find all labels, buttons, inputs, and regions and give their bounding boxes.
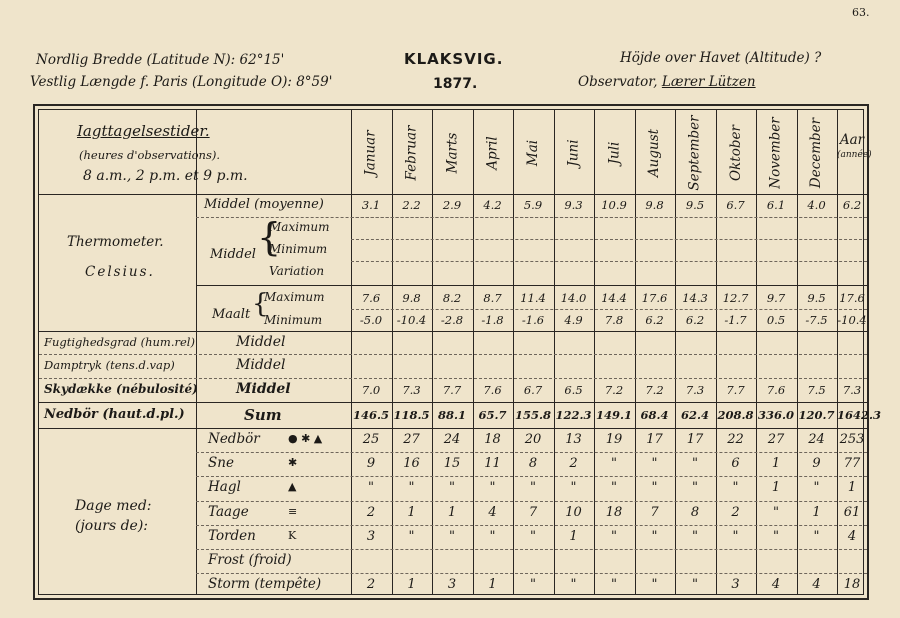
page-number: 63. xyxy=(852,6,870,19)
grid-row-line xyxy=(39,378,867,379)
precip-value: 155.8 xyxy=(514,407,551,422)
day-count-value: 27 xyxy=(403,432,420,447)
day-count-value: " xyxy=(489,528,496,544)
day-row-label: Frost (froid) xyxy=(208,552,292,568)
day-count-value: " xyxy=(692,456,698,472)
day-count-value: 2 xyxy=(366,504,376,520)
day-count-value: " xyxy=(530,528,536,544)
brace-icon: { xyxy=(257,215,282,259)
mean-value: 2.9 xyxy=(442,198,462,212)
abs_max-value: 7.6 xyxy=(361,290,381,305)
precip-value: 88.1 xyxy=(437,407,466,422)
day-row-label: Taage xyxy=(208,503,249,520)
brace-icon: { xyxy=(252,289,269,319)
cloud-value: 6.7 xyxy=(523,382,543,397)
day-count-value: " xyxy=(651,528,658,544)
day-count-value: 27 xyxy=(767,432,785,447)
day-count-value: " xyxy=(773,528,779,544)
cloud-value: 7.3 xyxy=(685,382,705,397)
abs_min-value: -1.7 xyxy=(724,312,747,327)
grid-col-line xyxy=(837,110,838,594)
weather-symbol-icon: ▲ xyxy=(288,480,297,494)
grid-row-line xyxy=(351,261,867,262)
day-count-value: 17 xyxy=(686,432,704,447)
weather-symbol-icon: ✱ xyxy=(288,456,298,470)
day-count-value: 22 xyxy=(727,432,744,447)
mean-value: 3.1 xyxy=(361,198,381,212)
day-row-label: Storm (tempête) xyxy=(208,576,322,593)
mean-value: 4.2 xyxy=(483,198,502,212)
altitude-value: ? xyxy=(814,50,822,66)
day-count-value: 10 xyxy=(565,504,582,520)
month-header xyxy=(594,114,634,192)
day-count-value: 9 xyxy=(366,456,376,472)
humidity-label: Fugtighedsgrad (hum.rel) xyxy=(44,335,195,349)
climate-table-grid xyxy=(38,109,882,595)
day-count-value: " xyxy=(692,528,698,544)
day-count-value: 7 xyxy=(528,504,538,520)
month-header xyxy=(513,114,553,192)
day-count-value: 8 xyxy=(690,504,700,520)
day-count-value: 20 xyxy=(524,432,542,447)
day-count-value: 77 xyxy=(843,456,861,472)
month-header xyxy=(473,114,513,192)
day-count-value: 11 xyxy=(484,456,501,472)
abs_max-value: 8.2 xyxy=(442,290,462,305)
precip-value: 1642.3 xyxy=(837,407,882,422)
abs_min-value: -1.8 xyxy=(481,312,504,327)
climate-table xyxy=(33,104,882,600)
mean-max-label: Maximum xyxy=(269,220,330,234)
month-label: Juni xyxy=(565,139,582,167)
year-header-fr: (année) xyxy=(837,150,872,160)
abs_max-value: 14.4 xyxy=(601,290,627,305)
day-count-value: 7 xyxy=(650,504,659,520)
day-count-value: 4 xyxy=(488,504,497,520)
abs_min-value: 6.2 xyxy=(685,312,705,327)
observer-value: Lærer Lützen xyxy=(661,74,756,90)
day-count-value: 18 xyxy=(484,432,501,447)
abs_max-value: 14.0 xyxy=(560,290,587,305)
day-count-value: " xyxy=(530,577,536,593)
day-count-value: 1 xyxy=(771,456,781,472)
weather-symbol-icon: ● ✱ ▲ xyxy=(288,432,323,445)
day-count-value: " xyxy=(449,528,455,544)
day-row-label: Sne xyxy=(208,455,234,472)
month-header xyxy=(716,114,756,192)
grid-row-line xyxy=(196,573,867,574)
cloud-value: 7.3 xyxy=(402,382,421,397)
day-count-value: " xyxy=(732,528,739,544)
month-header xyxy=(675,114,715,192)
precip-value: 65.7 xyxy=(478,407,507,422)
observer-label: Observator, xyxy=(578,74,658,90)
day-count-value: 1 xyxy=(447,504,457,520)
day-row-label: Torden xyxy=(208,527,256,544)
mean-value: 2.2 xyxy=(402,198,421,212)
day-count-value: 4 xyxy=(847,528,857,544)
cloud-value: 7.7 xyxy=(442,382,462,397)
abs-max-label: Maximum xyxy=(264,290,325,304)
mean-value: 6.7 xyxy=(726,198,745,212)
day-count-value: " xyxy=(449,480,455,496)
month-label: Juli xyxy=(606,141,622,165)
latitude xyxy=(36,52,284,68)
precip-sub: Sum xyxy=(244,406,282,424)
abs_max-value: 9.5 xyxy=(807,290,826,305)
day-count-value: " xyxy=(570,577,577,593)
observer xyxy=(578,74,756,90)
mean-min-label: Minimum xyxy=(269,242,328,256)
year: 1877. xyxy=(433,76,478,92)
grid-row-line xyxy=(196,501,867,502)
month-label: December xyxy=(808,117,825,189)
day-count-value: 24 xyxy=(808,432,825,447)
day-count-value: 4 xyxy=(812,577,821,593)
day-count-value: " xyxy=(611,480,617,496)
abs_min-value: 4.9 xyxy=(564,312,583,327)
grid-row-line xyxy=(196,452,867,453)
month-label: August xyxy=(646,128,663,178)
latitude-value: 62°15' xyxy=(239,52,285,68)
day-count-value: " xyxy=(692,577,698,593)
abs_max-value: 9.8 xyxy=(402,290,421,305)
grid-row-line xyxy=(196,525,867,526)
cloud-value: 7.0 xyxy=(361,382,381,397)
grid-row-line xyxy=(39,354,867,355)
month-header xyxy=(392,114,432,192)
precip-value: 120.7 xyxy=(798,407,835,422)
thermometer-label: Thermometer. xyxy=(67,234,164,250)
abs_min-value: -7.5 xyxy=(805,312,828,327)
day-count-value: 8 xyxy=(528,456,538,472)
day-count-value: 1 xyxy=(812,504,821,520)
grid-row-line xyxy=(351,309,867,310)
observation-times-values: 8 a.m., 2 p.m. et 9 p.m. xyxy=(83,168,248,184)
abs_min-value: -1.6 xyxy=(521,312,545,327)
day-count-value: " xyxy=(530,480,536,496)
day-count-value: 25 xyxy=(362,432,380,447)
month-label: April xyxy=(484,136,501,170)
observation-times-fr: (heures d'observations). xyxy=(79,148,221,162)
day-count-value: 17 xyxy=(646,432,663,447)
day-count-value: " xyxy=(651,577,658,593)
day-count-value: " xyxy=(651,480,658,496)
precip-value: 208.8 xyxy=(717,407,754,422)
abs_max-value: 12.7 xyxy=(722,290,749,305)
day-count-value: 4 xyxy=(771,577,781,593)
abs_min-value: -10.4 xyxy=(837,312,867,327)
day-count-value: " xyxy=(611,456,617,472)
abs_max-value: 8.7 xyxy=(483,290,502,305)
day-count-value: 6 xyxy=(731,456,740,472)
day-count-value: " xyxy=(773,504,779,520)
year-header: Aar xyxy=(839,132,865,148)
longitude-value: 8°59' xyxy=(296,74,333,90)
day-count-value: 1 xyxy=(569,528,578,544)
abs_max-value: 9.7 xyxy=(766,290,786,305)
day-count-value: 1 xyxy=(771,480,781,496)
precip-value: 62.4 xyxy=(680,407,709,422)
month-header xyxy=(797,114,837,192)
month-label: Oktober xyxy=(727,125,744,181)
abs_min-value: -5.0 xyxy=(359,312,383,327)
cloud-label: Skydække (nébulosité) xyxy=(44,382,198,396)
humidity-sub: Middel xyxy=(236,334,286,350)
cloud-value: 7.6 xyxy=(766,382,786,397)
precip-value: 122.3 xyxy=(555,407,592,422)
day-count-value: 1 xyxy=(847,480,857,496)
month-label: Februar xyxy=(403,125,420,181)
grid-row-line xyxy=(196,549,867,550)
cloud-value: 7.7 xyxy=(726,382,745,397)
day-count-value: 24 xyxy=(443,432,461,447)
mean-value: 4.0 xyxy=(807,198,826,212)
day-count-value: " xyxy=(408,528,415,544)
grid-row-line xyxy=(196,217,867,218)
day-count-value: 3 xyxy=(447,577,457,593)
grid-row-line xyxy=(351,239,867,240)
station-name: KLAKSVIG. xyxy=(404,50,504,68)
grid-row-line xyxy=(196,285,867,286)
day-count-value: 19 xyxy=(605,432,623,447)
day-count-value: " xyxy=(611,528,617,544)
mean-value: 6.2 xyxy=(842,198,862,212)
day-count-value: 3 xyxy=(731,577,740,593)
altitude-label: Höjde over Havet (Altitude) xyxy=(620,50,810,66)
days-label-fr: (jours de): xyxy=(75,518,149,534)
weather-symbol-icon: ≡ xyxy=(288,504,298,518)
month-header xyxy=(432,114,472,192)
day-count-value: " xyxy=(489,480,496,496)
day-count-value: 1 xyxy=(407,577,416,593)
cloud-value: 7.2 xyxy=(645,382,664,397)
day-row-label: Nedbör xyxy=(208,431,260,447)
grid-row-line xyxy=(39,402,867,403)
cloud-value: 7.2 xyxy=(604,382,624,397)
middel-group-label: Middel xyxy=(210,247,256,262)
cloud-sub: Middel xyxy=(236,381,291,397)
celsius-label: Celsius. xyxy=(85,264,155,280)
day-count-value: 2 xyxy=(731,504,740,520)
cloud-value: 6.5 xyxy=(564,382,583,397)
day-count-value: 9 xyxy=(812,456,821,472)
day-count-value: " xyxy=(692,480,698,496)
abs_min-value: -10.4 xyxy=(396,312,427,327)
month-header xyxy=(635,114,675,192)
precip-value: 118.5 xyxy=(393,407,430,422)
mean-value: 5.9 xyxy=(523,198,543,212)
abs_max-value: 17.6 xyxy=(839,290,865,305)
cloud-value: 7.3 xyxy=(842,382,862,397)
longitude-label: Vestlig Længde f. Paris (Longitude O): xyxy=(30,74,292,90)
precip-value: 146.5 xyxy=(352,407,389,422)
abs-min-label: Minimum xyxy=(264,313,323,327)
day-count-value: 1 xyxy=(488,577,497,593)
precip-value: 68.4 xyxy=(640,407,669,422)
month-header xyxy=(554,114,594,192)
grid-row-line xyxy=(39,331,867,332)
month-header xyxy=(756,114,796,192)
day-count-value: 2 xyxy=(569,456,578,472)
observation-times-title: Iagttagelsestider. xyxy=(77,122,210,140)
latitude-label: Nordlig Bredde (Latitude N): xyxy=(36,52,236,68)
day-count-value: 15 xyxy=(443,456,461,472)
abs_max-value: 14.3 xyxy=(682,290,708,305)
cloud-value: 7.5 xyxy=(807,382,826,397)
day-count-value: 1 xyxy=(407,504,416,520)
day-count-value: " xyxy=(570,480,577,496)
month-label: Januar xyxy=(363,130,380,176)
cloud-value: 7.6 xyxy=(483,382,502,397)
day-count-value: " xyxy=(408,480,415,496)
month-label: September xyxy=(687,115,703,191)
days-label: Dage med: xyxy=(75,498,152,514)
mean-value: 9.8 xyxy=(645,198,664,212)
day-row-label: Hagl xyxy=(208,479,241,496)
day-count-value: " xyxy=(611,577,617,593)
day-count-value: " xyxy=(813,528,820,544)
mean-value: 9.3 xyxy=(564,198,583,212)
abs_min-value: -2.8 xyxy=(440,312,464,327)
abs_min-value: 0.5 xyxy=(766,312,786,327)
precip-value: 149.1 xyxy=(595,407,632,422)
mean-value: 6.1 xyxy=(766,198,786,212)
month-label: November xyxy=(768,117,785,189)
variation-label: Variation xyxy=(269,264,325,278)
day-count-value: 18 xyxy=(605,504,623,520)
abs_max-value: 11.4 xyxy=(520,290,546,305)
maalt-group-label: Maalt xyxy=(212,307,251,322)
month-label: Mai xyxy=(524,139,541,167)
day-count-value: 18 xyxy=(843,577,861,593)
mean-value: 10.9 xyxy=(601,198,627,212)
month-label: Marts xyxy=(444,132,460,174)
altitude xyxy=(620,50,821,66)
longitude xyxy=(30,74,332,90)
grid-row-line xyxy=(39,428,867,429)
day-count-value: 2 xyxy=(366,577,376,593)
vapour-label: Damptryk (tens.d.vap) xyxy=(44,358,175,372)
day-count-value: 253 xyxy=(839,432,865,447)
abs_min-value: 6.2 xyxy=(645,312,664,327)
day-count-value: " xyxy=(813,480,820,496)
grid-row-line xyxy=(39,194,867,195)
mean-row-label: Middel (moyenne) xyxy=(204,197,324,212)
month-header xyxy=(351,114,391,192)
precip-label: Nedbör (haut.d.pl.) xyxy=(44,407,185,422)
abs_max-value: 17.6 xyxy=(641,290,668,305)
mean-value: 9.5 xyxy=(685,198,705,212)
grid-row-line xyxy=(196,476,867,477)
day-count-value: " xyxy=(651,456,658,472)
vapour-sub: Middel xyxy=(236,357,286,373)
day-count-value: 61 xyxy=(843,504,861,520)
weather-symbol-icon: K xyxy=(288,528,297,542)
day-count-value: 16 xyxy=(403,456,420,472)
day-count-value: 13 xyxy=(565,432,582,447)
day-count-value: " xyxy=(732,480,739,496)
abs_min-value: 7.8 xyxy=(604,312,624,327)
day-count-value: " xyxy=(368,480,374,496)
day-count-value: 3 xyxy=(366,528,376,544)
precip-value: 336.0 xyxy=(757,407,794,422)
